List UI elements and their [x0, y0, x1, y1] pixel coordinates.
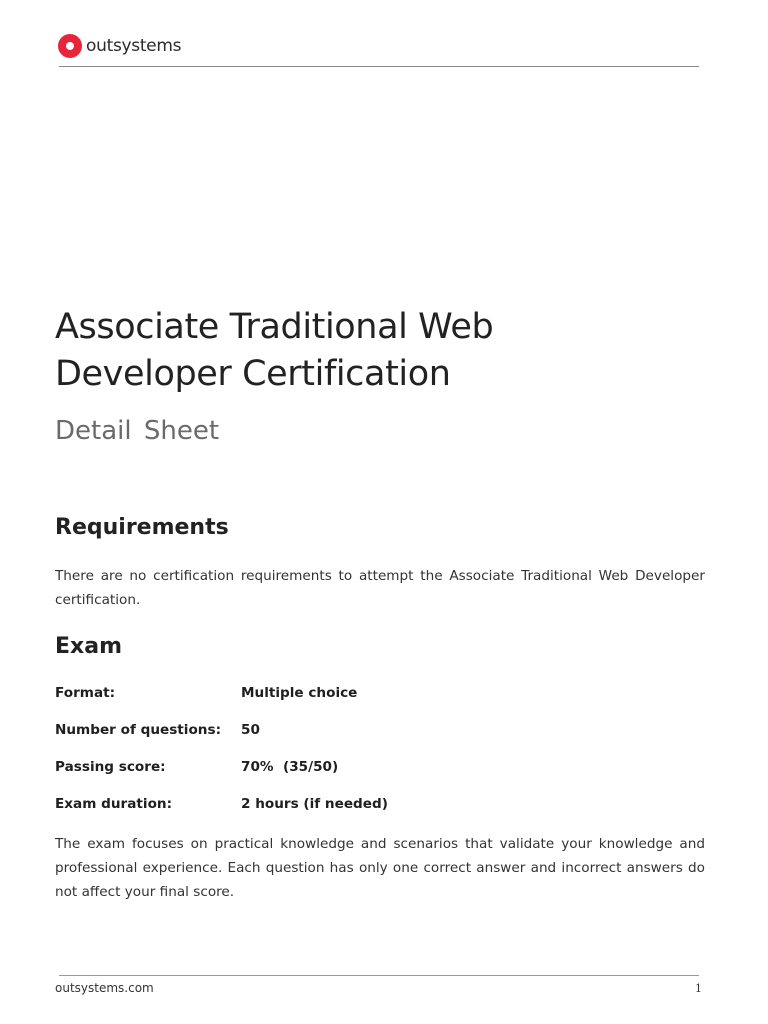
footer-site: outsystems.com	[55, 981, 154, 995]
requirements-heading: Requirements	[55, 515, 229, 540]
detail-label: Exam duration:	[55, 796, 173, 812]
detail-row-duration	[55, 796, 705, 833]
detail-row-questions	[55, 722, 705, 759]
detail-row-format	[55, 685, 705, 722]
detail-value: 50	[241, 722, 260, 738]
detail-label: Passing score:	[55, 759, 166, 775]
title-line-2: Developer Certification	[55, 354, 451, 394]
exam-details	[55, 685, 705, 833]
detail-value: 2 hours (if needed)	[241, 796, 388, 812]
logo-text: outsystems	[86, 36, 182, 56]
footer-divider	[59, 975, 699, 976]
title-line-1: Associate Traditional Web	[55, 307, 494, 347]
exam-text: The exam focuses on practical knowledge and scenarios that validate your knowledge and professional experience. Each question has only one correct answer and incorrect answers do not affect your final score.	[55, 836, 705, 900]
header-divider	[59, 66, 699, 67]
exam-heading: Exam	[55, 634, 122, 659]
detail-value: 70% (35/50)	[241, 759, 339, 775]
detail-label: Number of questions:	[55, 722, 222, 738]
page-number: 1	[695, 982, 702, 995]
outsystems-logo-icon	[58, 34, 82, 58]
page-title	[55, 304, 715, 398]
page-subtitle: Detail Sheet	[55, 416, 220, 446]
detail-value: Multiple choice	[241, 685, 358, 701]
requirements-text: There are no certification requirements to attempt the Associate Traditional Web Developer certification.	[55, 568, 705, 608]
detail-row-passing-score	[55, 759, 705, 796]
outsystems-logo	[58, 34, 181, 58]
detail-label: Format:	[55, 685, 116, 701]
